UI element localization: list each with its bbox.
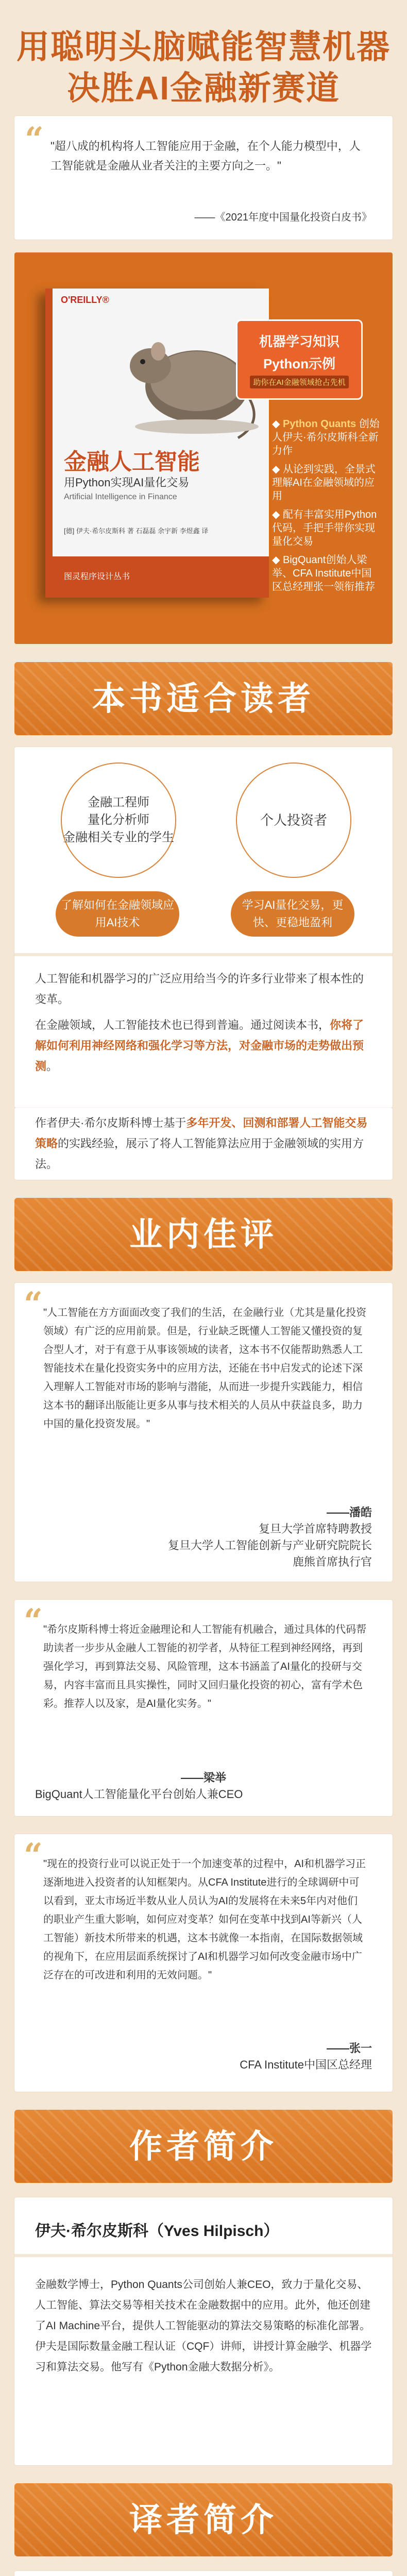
book-title: 金融人工智能	[64, 449, 200, 474]
hero-title-line2: 决胜AI金融新赛道	[67, 70, 340, 107]
hero-title-line1: 用聪明头脑赋能智慧机器	[16, 28, 391, 65]
translators-card	[14, 2571, 393, 2576]
quote-open-icon: “	[24, 1836, 43, 1875]
author-name: 伊夫·希尔皮斯科（Yves Hilpisch）	[35, 2223, 279, 2240]
review-1-text: "人工智能在方方面面改变了我们的生活，在金融行业（尤其是量化投资领域）有广泛的应用前景。但是，行业缺乏既懂人工智能又懂投资的复合型人才，对于有意于从事该领域的读者，这本书不仅能帮助熟悉人工智能技术在量化投资实务中的应用方法，还能在书中启发式的论述下深入理解人工智能对市场的影响与潜能，从而进一步提升实践能力，相信这本书的翻译出版能让更多从事与技术相关的人员从中获益良多，助力中国的量化投资发展。"	[43, 1307, 367, 1430]
translators-section-bar: 译者简介	[14, 2483, 393, 2556]
readers-para-2: 在金融领域，人工智能技术也已得到普遍。通过阅读本书，你将了解如何利用神经网络和强化学习等方法，对金融市场的走势做出预测。	[35, 1019, 364, 1073]
book-cover	[45, 289, 269, 598]
badge-line-3: 助你在AI金融领域抢占先机	[250, 376, 348, 388]
badge-line-1: 机器学习知识	[259, 333, 340, 349]
feature-item: ◆ BigQuant创始人梁举、CFA Institute中国区总经理张一领衔推荐	[272, 554, 375, 592]
readers-para-1: 人工智能和机器学习的广泛应用给当今的许多行业带来了根本性的变革。	[35, 972, 364, 1006]
intro-quote-card	[14, 116, 393, 240]
reader-pill-left: 了解如何在金融领域应用AI技术	[56, 891, 179, 937]
author-divider	[14, 2254, 393, 2257]
book-promo	[14, 252, 393, 644]
review-card-2	[14, 1600, 393, 1816]
review-card-1	[14, 1283, 393, 1582]
book-feature-list	[272, 417, 380, 599]
intro-quote-text: "超八成的机构将人工智能应用于金融，在个人能力模型中，人工智能就是金融从业者关注的主要方向之一。"	[50, 140, 361, 172]
readers-divider	[14, 953, 393, 956]
review-2-signature: ——梁举 BigQuant人工智能量化平台创始人兼CEO	[35, 1771, 243, 1801]
book-publisher-logo: O'REILLY®	[61, 295, 109, 305]
book-authors: [德] 伊夫·希尔皮斯科 著 石磊磊 余宇新 李煜鑫 译	[64, 527, 209, 535]
readers-card	[14, 747, 393, 1108]
intro-quote-source: ——《2021年度中国量化投资白皮书》	[194, 212, 372, 223]
review-card-3	[14, 1834, 393, 2092]
reader-pill-right: 学习AI量化交易，更快、更稳地盈利	[231, 891, 354, 937]
readers-section-bar: 本书适合读者	[14, 662, 393, 735]
book-subtitle: 用Python实现AI量化交易	[64, 476, 190, 489]
quote-open-icon: “	[24, 1285, 43, 1324]
badge-line-2: Python示例	[263, 355, 336, 371]
readers-para-3: 作者伊夫·希尔皮斯科博士基于多年开发、回测和部署人工智能交易策略的实践经验，展示了将人工智能算法应用于金融领域的实用方法。	[35, 1116, 368, 1171]
author-card	[14, 2197, 393, 2465]
quote-open-icon: “	[25, 120, 44, 159]
feature-item: ◆ Python Quants 创始人伊夫·希尔皮斯科全新力作	[272, 418, 380, 456]
reader-circle-professionals: 金融工程师 量化分析师 金融相关专业的学生	[61, 762, 176, 878]
quote-open-icon: “	[24, 1602, 43, 1640]
book-series: 图灵程序设计丛书	[64, 572, 130, 581]
book-en-title: Artificial Intelligence in Finance	[64, 493, 177, 501]
readers-card-ext	[14, 1108, 393, 1180]
reader-circle-investors: 个人投资者	[236, 762, 351, 878]
review-1-signature: ——潘皓 复旦大学首席特聘教授 复旦大学人工智能创新与产业研究院院长 鹿熊首席执行官	[167, 1506, 372, 1568]
author-section-bar: 作者简介	[14, 2110, 393, 2183]
feature-item: ◆ 配有丰富实用Python代码，手把手带你实现量化交易	[272, 509, 377, 547]
review-3-text: "现在的投资行业可以说正处于一个加速变革的过程中，AI和机器学习正逐渐地进入投资者的认知框架内。从CFA Institute进行的全球调研中可以看到，亚太市场近半数从业人员认为AI的发展将在未来5年内对他们的职业产生重大影响，如何应对变革？如何在变革中找到AI等新兴（人工智能）新技术所带来的机遇，这本书就像一本指南，在国际数据领域的视角下，在应用层面系统探讨了AI和机器学习如何改变金融市场中广泛存在的可改进和利用的无效问题。"	[43, 1858, 366, 1981]
book-badge	[236, 319, 363, 400]
reviews-section-bar: 业内佳评	[14, 1198, 393, 1271]
author-bio: 金融数学博士，Python Quants公司创始人兼CEO，致力于量化交易、人工智能、算法交易等相关技术在金融数据中的应用。此外，他还创建了AI Machine平台，提供人工智能驱动的算法交易策略的标准化部署。伊夫是国际数量金融工程认证（CQF）讲师，讲授计算金融学、机器学习和算法交易。他写有《Python金融大数据分析》。	[35, 2279, 372, 2373]
feature-item: ◆ 从论到实践，全景式理解AI在金融领域的应用	[272, 464, 376, 502]
review-3-signature: ——张一 CFA Institute中国区总经理	[240, 2042, 372, 2071]
review-2-text: "希尔皮斯科博士将近金融理论和人工智能有机融合，通过具体的代码帮助读者一步步从金融人工智能的初学者，从特征工程到神经网络，再到强化学习，再到算法交易、风险管理，这本书涵盖了AI量化的投研与交易，内容丰富而且具实操性，同时又回归量化投资的初心，富有学术色彩。推荐人以及家，是AI量化实务。"	[43, 1624, 367, 1709]
